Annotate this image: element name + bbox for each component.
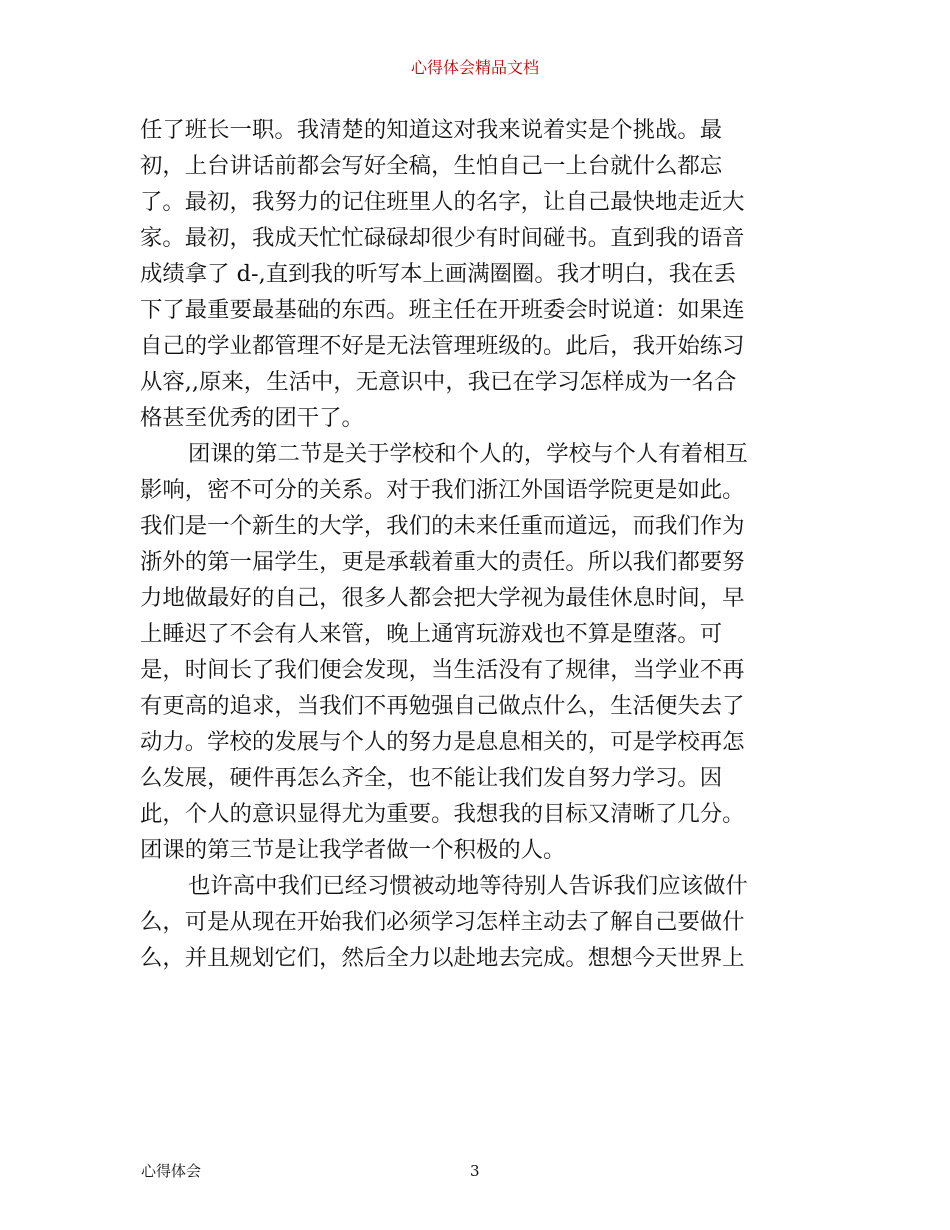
footer-label: 心得体会 <box>141 1162 202 1180</box>
text-line: 么发展，硬件再怎么齐全，也不能让我们发自努力学习。因 <box>140 765 723 791</box>
paragraph-start-line: 团课的第二节是关于学校和个人的，学校与个人有着相互 <box>188 441 748 467</box>
paragraph-start-line: 也许高中我们已经习惯被动地等待别人告诉我们应该做什 <box>188 873 748 899</box>
text-line: 了。最初，我努力的记住班里人的名字，让自己最快地走近大 <box>140 189 745 215</box>
text-line: 么，可是从现在开始我们必须学习怎样主动去了解自己要做什 <box>140 909 745 935</box>
text-line: 任了班长一职。我清楚的知道这对我来说着实是个挑战。最 <box>140 117 723 143</box>
text-line: 是，时间长了我们便会发现，当生活没有了规律，当学业不再 <box>140 657 745 683</box>
text-line: 初，上台讲话前都会写好全稿，生怕自己一上台就什么都忘 <box>140 153 723 179</box>
text-line: 格甚至优秀的团干了。 <box>140 405 364 431</box>
text-line: 我们是一个新生的大学，我们的未来任重而道远，而我们作为 <box>140 513 745 539</box>
text-line: 么，并且规划它们，然后全力以赴地去完成。想想今天世界上 <box>140 945 745 971</box>
text-line: 有更高的追求，当我们不再勉强自己做点什么，生活便失去了 <box>140 693 745 719</box>
page-header-title: 心得体会精品文档 <box>410 58 539 77</box>
text-line: 上睡迟了不会有人来管，晚上通宵玩游戏也不算是堕落。可 <box>140 621 723 647</box>
text-line: 下了最重要最基础的东西。班主任在开班委会时说道：如果连 <box>140 297 745 323</box>
text-line: 浙外的第一届学生，更是承载着重大的责任。所以我们都要努 <box>140 549 745 575</box>
text-line: 从容,,原来，生活中，无意识中，我已在学习怎样成为一名合 <box>140 369 737 395</box>
text-line: 此，个人的意识显得尤为重要。我想我的目标又清晰了几分。 <box>140 801 745 827</box>
text-line: 家。最初，我成天忙忙碌碌却很少有时间碰书。直到我的语音 <box>140 225 745 251</box>
text-line: 成绩拿了 d-,直到我的听写本上画满圈圈。我才明白，我在丢 <box>140 261 736 287</box>
page-number: 3 <box>470 1162 480 1180</box>
text-line: 动力。学校的发展与个人的努力是息息相关的，可是学校再怎 <box>140 729 745 755</box>
document-body <box>140 112 816 976</box>
page-footer <box>0 1160 950 1182</box>
text-line: 团课的第三节是让我学者做一个积极的人。 <box>140 837 566 863</box>
text-line: 力地做最好的自己，很多人都会把大学视为最佳休息时间，早 <box>140 585 745 611</box>
text-line: 自己的学业都管理不好是无法管理班级的。此后，我开始练习 <box>140 333 745 359</box>
text-line: 影响，密不可分的关系。对于我们浙江外国语学院更是如此。 <box>140 477 745 503</box>
